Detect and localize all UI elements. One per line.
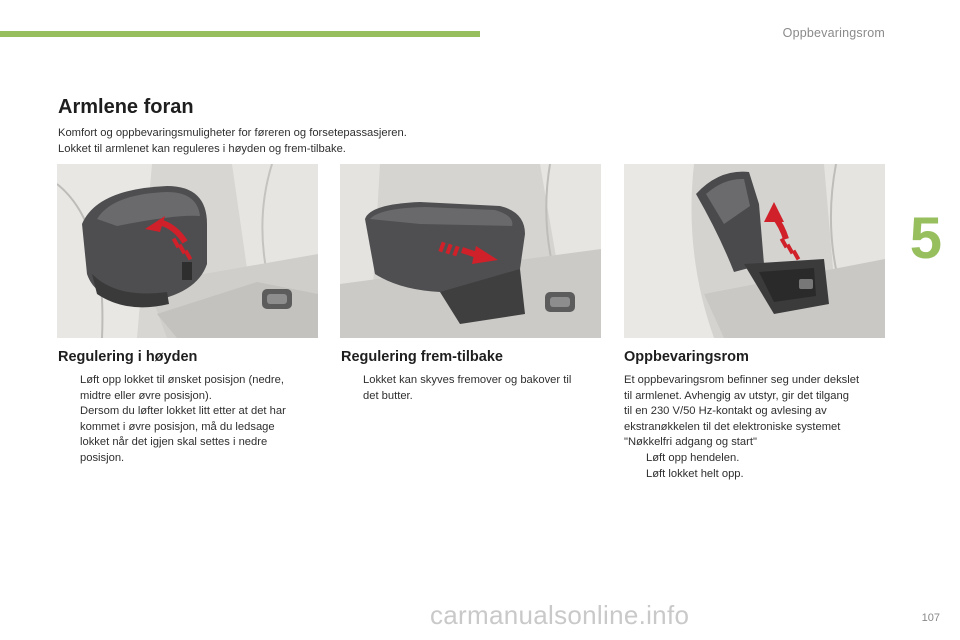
bullet-line: Løft opp hendelen. <box>646 451 740 464</box>
header-accent-bar <box>0 31 480 37</box>
armrest-slide-illustration <box>340 164 601 338</box>
chapter-number: 5 <box>909 206 942 271</box>
bullet-item <box>624 451 886 467</box>
bullet-line: Dersom du løfter lokket litt etter at det har <box>80 405 286 418</box>
bullet-item <box>58 373 320 404</box>
bullet-line: kommet i øvre posisjon, må du ledsage <box>80 420 275 433</box>
intro-line: Komfort og oppbevaringsmuligheter for føreren og forsetepassasjeren. <box>58 127 407 139</box>
storage-paragraph <box>624 373 886 451</box>
bullet-line: Løft lokket helt opp. <box>646 467 744 480</box>
paragraph-line: til armlenet. Avhengig av utstyr, gir det tilgang <box>624 389 849 402</box>
bullet-item <box>624 467 886 483</box>
paragraph-line: "Nøkkelfri adgang og start" <box>624 436 757 449</box>
section-storage-text <box>624 373 886 482</box>
paragraph-line: til en 230 V/50 Hz-kontakt og avlesing av <box>624 405 827 418</box>
armrest-height-photo <box>57 164 318 338</box>
storage-compartment-photo <box>624 164 885 338</box>
bullet-line: Løft opp lokket til ønsket posisjon (nedre, <box>80 374 284 386</box>
page-title: Armlene foran <box>58 96 194 118</box>
paragraph-line: Et oppbevaringsrom befinner seg under dekslet <box>624 374 860 386</box>
intro-line: Lokket til armlenet kan reguleres i høyden og frem-tilbake. <box>58 143 346 155</box>
page-number: 107 <box>921 612 940 624</box>
section-title-slide: Regulering frem-tilbake <box>341 349 503 365</box>
armrest-height-illustration <box>57 164 318 338</box>
section-height-text <box>58 373 320 467</box>
armrest-slide-photo <box>340 164 601 338</box>
section-title-height: Regulering i høyden <box>58 349 198 365</box>
bullet-line: lokket når det igjen skal settes i nedre <box>80 436 268 449</box>
bullet-line: midtre eller øvre posisjon). <box>80 389 212 402</box>
bullet-line: posisjon. <box>80 451 125 464</box>
bullet-item <box>341 373 603 404</box>
bullet-item <box>58 404 320 466</box>
intro-text <box>58 125 538 157</box>
section-title-storage: Oppbevaringsrom <box>624 349 749 365</box>
bullet-line: det butter. <box>363 389 413 402</box>
bullet-line: Lokket kan skyves fremover og bakover til <box>363 374 572 386</box>
section-slide-text <box>341 373 603 404</box>
watermark: carmanualsonline.info <box>430 600 690 630</box>
paragraph-line: ekstranøkkelen til det elektroniske systemet <box>624 420 841 433</box>
header-title: Oppbevaringsrom <box>782 26 885 40</box>
storage-compartment-illustration <box>624 164 885 338</box>
